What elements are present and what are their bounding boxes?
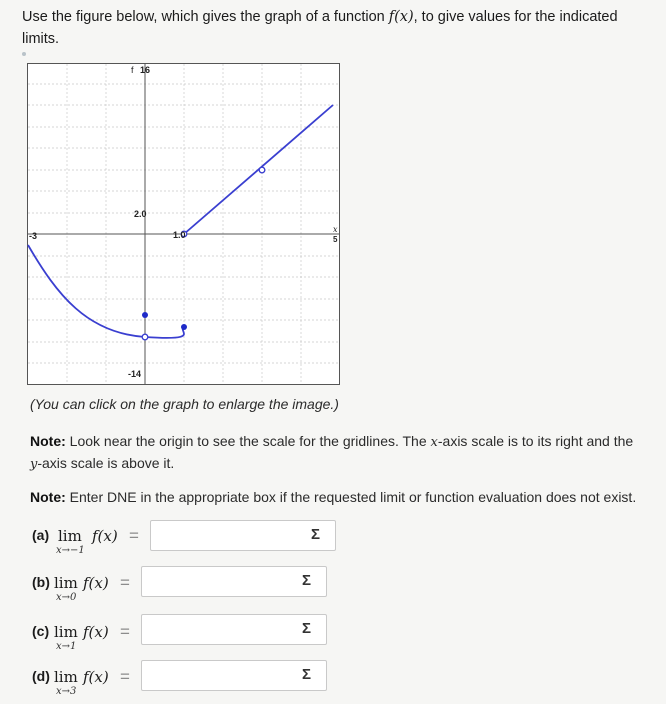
y-max-label: 16: [140, 65, 151, 75]
open-circle-at-3: [259, 167, 265, 173]
function-graph[interactable]: [27, 63, 340, 385]
prompt-function: f(x): [388, 9, 414, 25]
y-scale-label: 2.0: [134, 209, 147, 219]
function-notation: f(x): [92, 527, 118, 545]
equals-sign: =: [129, 526, 139, 545]
answer-input-d[interactable]: [141, 660, 327, 691]
answer-input-a[interactable]: [150, 520, 336, 551]
x-max-label: 5: [333, 235, 338, 244]
sigma-icon[interactable]: Σ: [302, 620, 312, 637]
equals-sign: =: [120, 573, 130, 592]
question-label: (d): [32, 668, 50, 684]
limit-operator: lim: [58, 527, 82, 545]
sigma-icon[interactable]: Σ: [302, 572, 312, 589]
limit-operator: lim: [54, 668, 78, 686]
graph-caption: (You can click on the graph to enlarge the image.): [30, 396, 339, 412]
answer-input-b[interactable]: [141, 566, 327, 597]
limit-approach: x→1: [56, 641, 77, 652]
note-text: Enter DNE in the appropriate box if the requested limit or function evaluation does not exist.: [65, 489, 637, 505]
prompt-text-end: , to give values for the indicated: [413, 9, 618, 25]
filled-dot-at-0: [142, 312, 148, 318]
problem-prompt: [22, 6, 652, 50]
function-notation: f(x): [83, 574, 109, 592]
x-axis-label: x: [333, 225, 338, 234]
answer-input-c[interactable]: [141, 614, 327, 645]
note-x-var: x: [430, 435, 438, 450]
f-label: f: [131, 65, 134, 75]
bullet-dot: [22, 52, 26, 56]
note-dne: [30, 487, 660, 508]
prompt-text-line2: limits.: [22, 31, 60, 47]
question-label: (b): [32, 574, 50, 590]
limit-approach: x→3: [56, 686, 77, 697]
function-notation: f(x): [83, 623, 109, 641]
note-y-var: y: [30, 457, 38, 472]
limit-operator: lim: [54, 574, 78, 592]
y-min-label: -14: [128, 369, 142, 379]
filled-dot-at-1: [181, 324, 187, 330]
limit-operator: lim: [54, 623, 78, 641]
question-label: (a): [32, 527, 50, 543]
equals-sign: =: [120, 667, 130, 686]
function-notation: f(x): [83, 668, 109, 686]
question-label: (c): [32, 623, 50, 639]
x-min-label: -3: [29, 231, 38, 241]
note-bold: Note:: [30, 489, 66, 505]
sigma-icon[interactable]: Σ: [302, 666, 312, 683]
note-text: -axis scale is to its right and the: [437, 433, 634, 449]
x-scale-label: 1.0: [173, 230, 186, 240]
note-scale: [30, 431, 660, 475]
prompt-text: Use the figure below, which gives the graph of a function: [22, 9, 389, 25]
note-bold: Note:: [30, 433, 66, 449]
open-circle-at-0: [142, 334, 148, 340]
note-text: Look near the origin to see the scale for the gridlines. The: [65, 433, 431, 449]
sigma-icon[interactable]: Σ: [311, 526, 321, 543]
graph-svg[interactable]: [27, 63, 340, 385]
equals-sign: =: [120, 622, 130, 641]
note-text: -axis scale is above it.: [37, 455, 175, 471]
limit-approach: x→0: [56, 592, 77, 603]
limit-approach: x→−1: [56, 545, 85, 556]
